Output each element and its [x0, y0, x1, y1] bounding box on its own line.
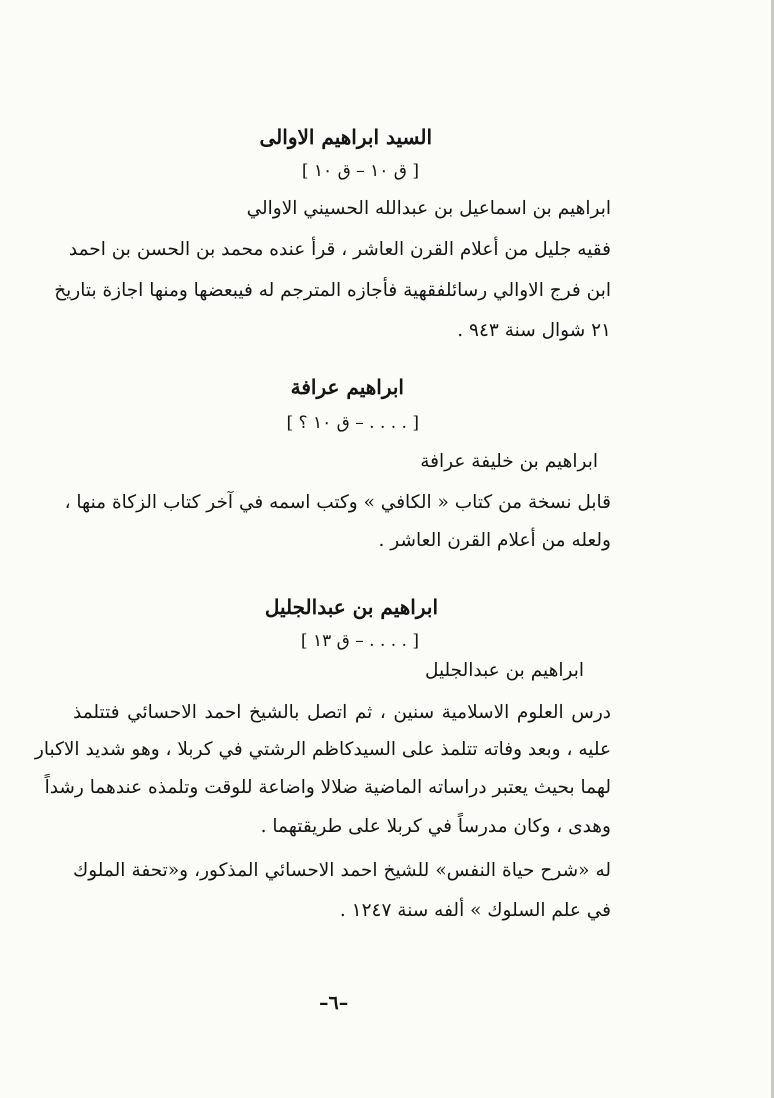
- entry-dates: [ ق ١٠ – ق ١٠ ]: [301, 161, 419, 181]
- page-number: –٦–: [319, 992, 349, 1014]
- entry-name-line: ابراهيم بن اسماعيل بن عبدالله الحسيني الاوالي: [246, 198, 611, 219]
- entry-name-line: ابراهيم بن خليفة عرافة: [420, 451, 598, 472]
- entry-name-line: ابراهيم بن عبدالجليل: [424, 660, 584, 681]
- entry-dates: [ . . . . – ق ١٠ ؟ ]: [286, 413, 419, 433]
- entry-body-line: ولعله من أعلام القرن العاشر .: [378, 530, 611, 551]
- entry-body-line: وهدى ، وكان مدرساً في كربلا على طريقتهما .: [260, 816, 611, 837]
- entry-body-line: فقيه جليل من أعلام القرن العاشر ، قرأ عنده محمد بن الحسن بن احمد: [68, 239, 611, 260]
- entry-heading: ابراهيم عرافة: [290, 375, 404, 399]
- entry-heading: ابراهيم بن عبدالجليل: [264, 595, 438, 619]
- entry-body-line: لهما بحيث يعتبر دراساته الماضية ضلالا واضاعة للوقت وتلمذه عندهما رشداً: [44, 777, 611, 798]
- entry-body-line: عليه ، وبعد وفاته تتلمذ على السيدكاظم الرشتي في كربلا ، وهو شديد الاكبار: [34, 739, 611, 760]
- entry-body-line: له «شرح حياة النفس» للشيخ احمد الاحسائي المذكور، و«تحفة الملوك: [73, 860, 611, 881]
- entry-body-line: درس العلوم الاسلامية سنين ، ثم اتصل بالشيخ احمد الاحسائي فتتلمذ: [73, 702, 611, 723]
- entry-body-line: ابن فرج الاوالي رسائلفقهية فأجازه المترجم له فيبعضها ومنها اجازة بتاريخ: [54, 280, 611, 301]
- entry-body-line: في علم السلوك » ألفه سنة ١٢٤٧ .: [339, 900, 611, 921]
- entry-heading: السيد ابراهيم الاوالى: [259, 125, 432, 149]
- entry-dates: [ . . . . – ق ١٣ ]: [300, 631, 419, 651]
- entry-body-line: ٢١ شوال سنة ٩٤٣ .: [457, 320, 611, 341]
- entry-body-line: قابل نسخة من كتاب « الكافي » وكتب اسمه في آخر كتاب الزكاة منها ،: [64, 492, 611, 513]
